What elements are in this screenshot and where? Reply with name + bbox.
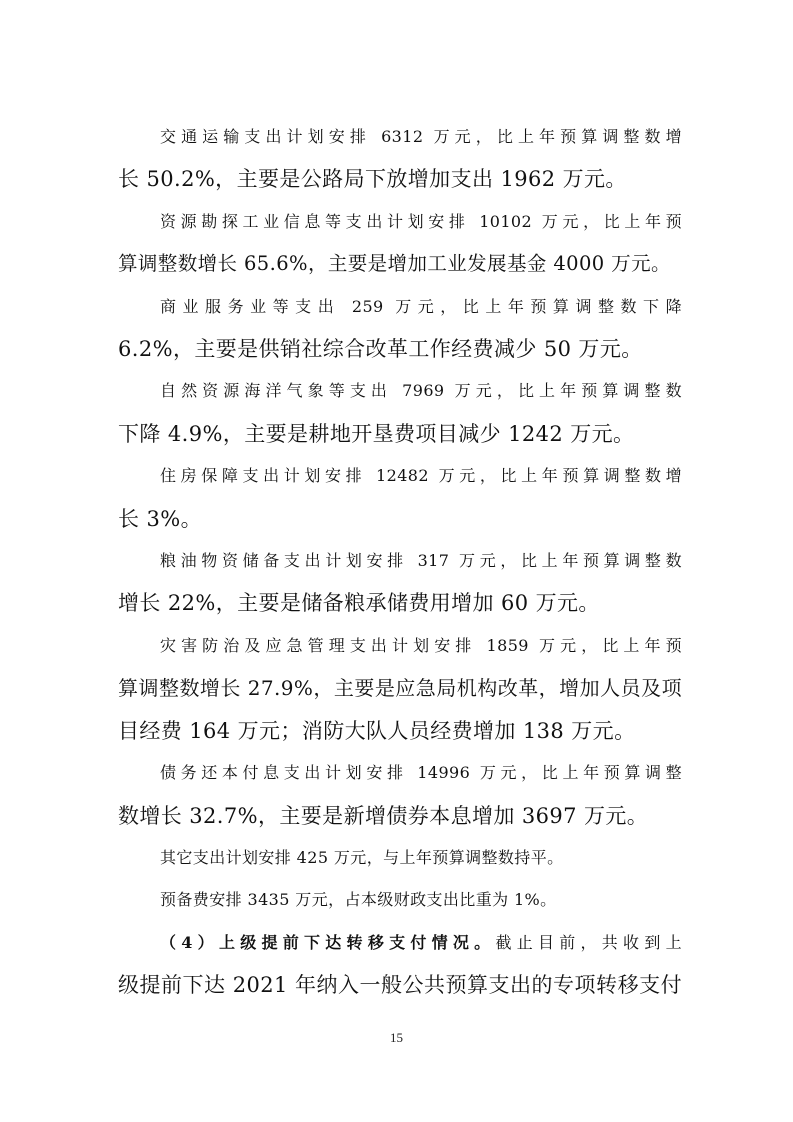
text-line: 增长 22%，主要是储备粮承储费用增加 60 万元。	[118, 591, 600, 616]
text-line: 算调整数增长 27.9%，主要是应急局机构改革，增加人员及项	[118, 676, 682, 701]
text-line: 灾害防治及应急管理支出计划安排 1859 万元，比上年预	[160, 635, 682, 655]
text-line: 其它支出计划安排 425 万元，与上年预算调整数持平。	[160, 847, 564, 867]
text-line: 6.2%，主要是供销社综合改革工作经费减少 50 万元。	[118, 337, 643, 362]
text-line: 长 3%。	[118, 506, 202, 531]
paragraph-housing	[118, 455, 682, 540]
text-line	[118, 922, 682, 964]
text-line: 数增长 32.7%，主要是新增债券本息增加 3697 万元。	[118, 803, 649, 828]
paragraph-commerce-services	[118, 286, 682, 371]
text-line: 目经费 164 万元；消防大队人员经费增加 138 万元。	[118, 718, 636, 743]
paragraph-transport	[118, 116, 682, 201]
text-line: 自然资源海洋气象等支出 7969 万元，比上年预算调整数	[160, 381, 682, 401]
text-line: 级提前下达 2021 年纳入一般公共预算支出的专项转移支付	[118, 973, 682, 998]
text-line: 住房保障支出计划安排 12482 万元，比上年预算调整数增	[160, 466, 682, 486]
paragraph-other-expenditure	[118, 837, 682, 879]
paragraph-debt-service	[118, 752, 682, 837]
text-line: 预备费安排 3435 万元，占本级财政支出比重为 1%。	[160, 890, 557, 910]
paragraph-grain-reserves	[118, 540, 682, 625]
paragraph-disaster-emergency	[118, 625, 682, 752]
text-line: 算调整数增长 65.6%，主要是增加工业发展基金 4000 万元。	[118, 252, 671, 276]
paragraph-resources-industry	[118, 201, 682, 286]
text-line: 交通运输支出计划安排 6312 万元，比上年预算调整数增	[160, 127, 682, 146]
text-run: 截止目前，共收到上	[495, 932, 682, 952]
text-line: 资源勘探工业信息等支出计划安排 10102 万元，比上年预	[160, 211, 682, 231]
page-number: 15	[390, 1030, 403, 1045]
section-heading: （4）上级提前下达转移支付情况。	[160, 932, 496, 952]
text-line: 商业服务业等支出 259 万元，比上年预算调整数下降	[160, 296, 682, 316]
text-line: 下降 4.9%，主要是耕地开垦费项目减少 1242 万元。	[118, 421, 635, 446]
paragraph-natural-resources	[118, 370, 682, 455]
paragraph-section-4	[118, 922, 682, 1007]
paragraph-reserve-fund	[118, 879, 682, 921]
text-line: 粮油物资储备支出计划安排 317 万元，比上年预算调整数	[160, 551, 682, 571]
body-text	[118, 116, 682, 1007]
text-line: 债务还本付息支出计划安排 14996 万元，比上年预算调整	[160, 763, 682, 783]
text-line: 长 50.2%，主要是公路局下放增加支出 1962 万元。	[118, 167, 627, 192]
